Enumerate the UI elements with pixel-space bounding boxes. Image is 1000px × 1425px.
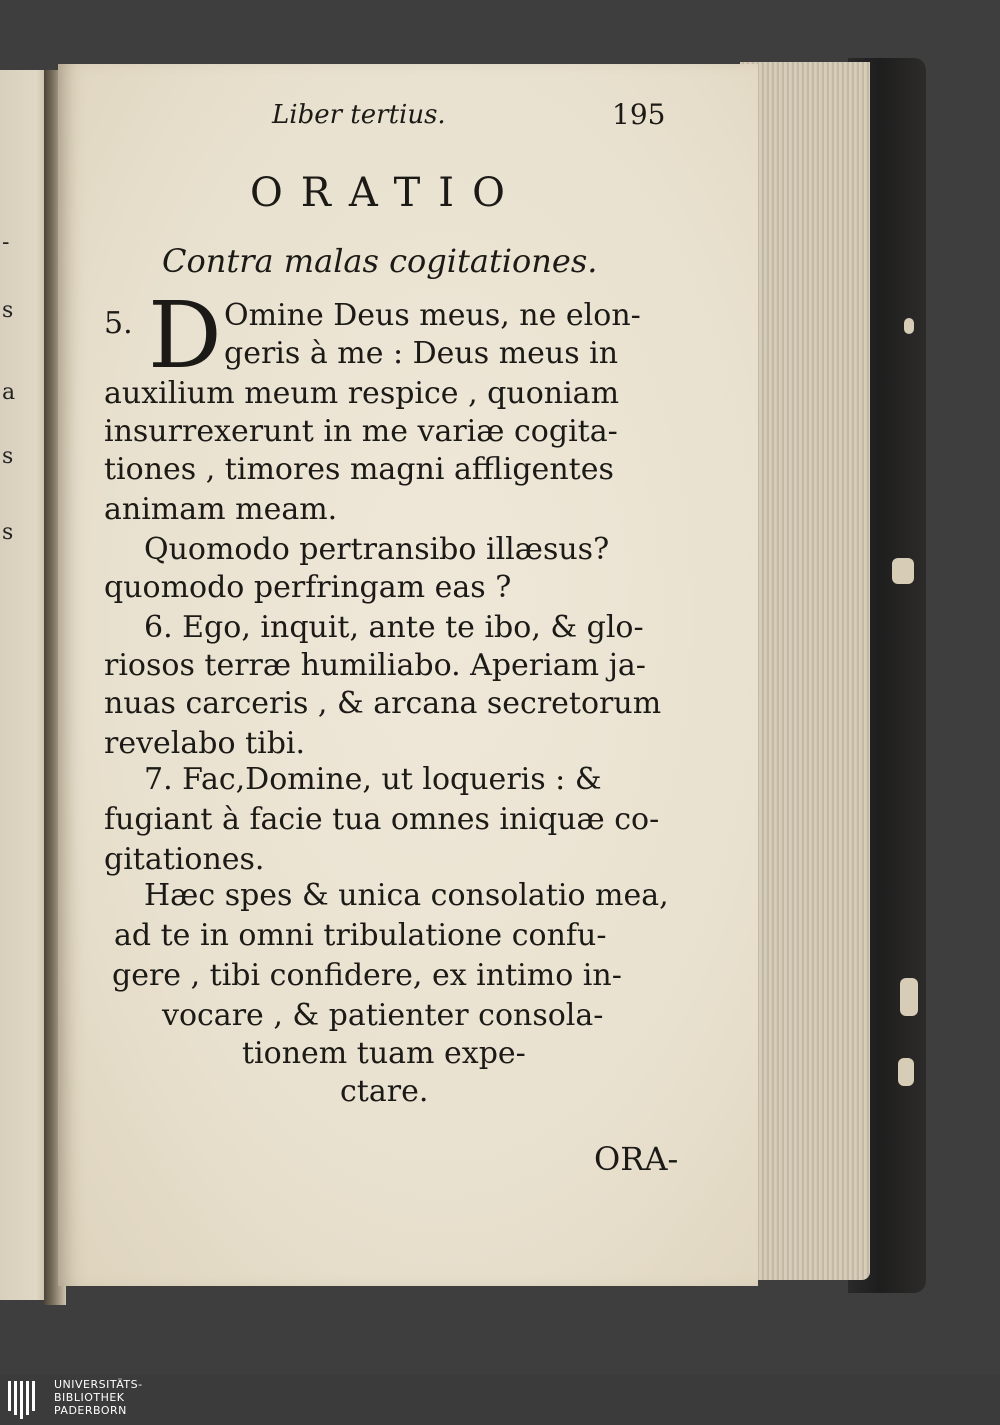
logo-line: UNIVERSITÄTS- — [54, 1378, 143, 1391]
prayer-subtitle: Contra malas cogitationes. — [162, 242, 598, 280]
logo-line: PADERBORN — [54, 1404, 127, 1417]
library-footer-bar — [0, 1375, 1000, 1425]
text-line: Hæc spes & unica consolatio mea, — [144, 878, 669, 913]
text-line: auxilium meum respice , quoniam — [104, 376, 620, 411]
left-page-fragments — [2, 190, 42, 690]
logo-line: BIBLIOTHEK — [54, 1391, 125, 1404]
verse-number: 5. — [104, 306, 133, 341]
text-line: ad te in omni tribulatione confu- — [114, 918, 607, 953]
text-line: tionem tuam expe- — [242, 1036, 526, 1071]
library-logo-text — [54, 1378, 143, 1417]
text-line: revelabo tibi. — [104, 726, 306, 761]
text-line: 7. Fac,Domine, ut loqueris : & — [144, 762, 602, 797]
text-line: gere , tibi confidere, ex intimo in- — [112, 958, 622, 993]
page-fore-edges — [740, 62, 870, 1280]
text-line: tiones , timores magni affligentes — [104, 452, 614, 487]
left-fragment: s — [2, 520, 14, 545]
left-fragment: - — [2, 230, 10, 255]
text-line: vocare , & patienter consola- — [162, 998, 604, 1033]
drop-cap: D — [148, 282, 222, 389]
running-head: Liber tertius. — [272, 100, 446, 130]
library-logo-icon — [8, 1381, 42, 1419]
text-line: 6. Ego, inquit, ante te ibo, & glo- — [144, 610, 644, 645]
left-fragment: s — [2, 298, 14, 323]
text-line: ctare. — [340, 1074, 429, 1109]
catchword: ORA- — [594, 1140, 679, 1178]
text-line: fugiant à facie tua omnes iniquæ co- — [104, 802, 660, 837]
text-line: nuas carceris , & arcana secretorum — [104, 686, 662, 721]
left-fragment: s — [2, 444, 14, 469]
text-line: animam meam. — [104, 492, 338, 527]
text-line: geris à me : Deus meus in — [224, 336, 619, 371]
text-line: Quomodo pertransibo illæsus? — [144, 532, 610, 567]
prayer-title: ORATIO — [250, 170, 523, 216]
text-line: insurrexerunt in me variæ cogita- — [104, 414, 618, 449]
text-line: riosos terræ humiliabo. Aperiam ja- — [104, 648, 646, 683]
text-line: Omine Deus meus, ne elon- — [224, 298, 641, 333]
text-line: quomodo perfringam eas ? — [104, 570, 512, 605]
left-fragment: a — [2, 380, 16, 405]
page-number: 195 — [612, 98, 666, 131]
text-line: gitationes. — [104, 842, 265, 877]
